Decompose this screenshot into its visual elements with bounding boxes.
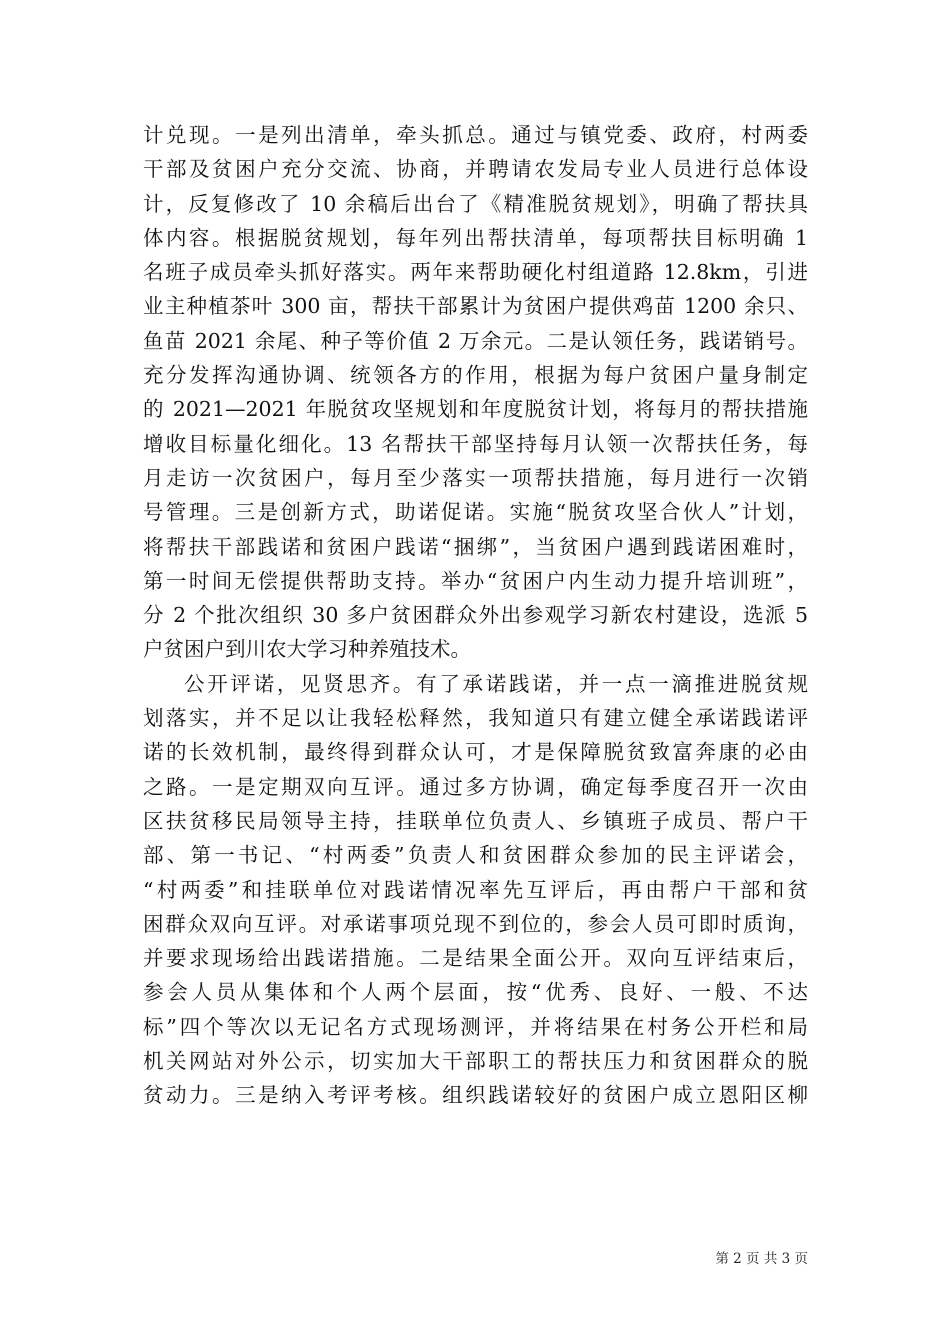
text-line: 公开评诺，见贤思齐。有了承诺践诺，并一点一滴推进脱贫规 (184, 671, 808, 696)
text-line: 月走访一次贫困户，每月至少落实一项帮扶措施，每月进行一次销 (143, 465, 808, 490)
text-line: 划落实，并不足以让我轻松释然，我知道只有建立健全承诺践诺评 (143, 706, 808, 731)
text-line: 体内容。根据脱贫规划，每年列出帮扶清单，每项帮扶目标明确 1 (143, 225, 808, 250)
text-line: 户贫困户到川农大学习种养殖技术。 (143, 637, 471, 662)
text-line: 计兑现。一是列出清单，牵头抓总。通过与镇党委、政府，村两委 (143, 123, 808, 147)
text-line: 充分发挥沟通协调、统领各方的作用，根据为每户贫困户量身制定 (143, 363, 808, 388)
text-line: 计，反复修改了 10 余稿后出台了《精准脱贫规划》，明确了帮扶具 (143, 191, 808, 216)
document-body (143, 118, 808, 1113)
text-line: 第一时间无偿提供帮助支持。举办“贫困户内生动力提升培训班”， (143, 568, 808, 593)
text-line: 的 2021—2021 年脱贫攻坚规划和年度脱贫计划，将每月的帮扶措施 (143, 397, 808, 422)
text-line: 困群众双向互评。对承诺事项兑现不到位的，参会人员可即时质询， (143, 911, 808, 936)
text-line: 号管理。三是创新方式，助诺促诺。实施“脱贫攻坚合伙人”计划， (143, 500, 808, 525)
text-line: 区扶贫移民局领导主持，挂联单位负责人、乡镇班子成员、帮户干 (143, 808, 808, 833)
text-line: 贫动力。三是纳入考评考核。组织践诺较好的贫困户成立恩阳区柳 (143, 1083, 808, 1108)
text-line: 诺的长效机制，最终得到群众认可，才是保障脱贫致富奔康的必由 (143, 740, 808, 765)
text-line: 机关网站对外公示，切实加大干部职工的帮扶压力和贫困群众的脱 (143, 1049, 808, 1074)
text-line: 干部及贫困户充分交流、协商，并聘请农发局专业人员进行总体设 (143, 157, 808, 182)
text-line: 并要求现场给出践诺措施。二是结果全面公开。双向互评结束后， (143, 946, 808, 971)
text-line: “村两委”和挂联单位对践诺情况率先互评后，再由帮户干部和贫 (143, 877, 808, 902)
text-line: 鱼苗 2021 余尾、种子等价值 2 万余元。二是认领任务，践诺销号。 (143, 328, 808, 353)
text-line: 增收目标量化细化。13 名帮扶干部坚持每月认领一次帮扶任务，每 (143, 431, 808, 456)
text-line: 之路。一是定期双向互评。通过多方协调，确定每季度召开一次由 (143, 774, 808, 799)
text-line: 名班子成员牵头抓好落实。两年来帮助硬化村组道路 12.8km，引进 (143, 260, 808, 285)
page-number: 第 2 页 共 3 页 (715, 1251, 808, 1267)
text-line: 分 2 个批次组织 30 多户贫困群众外出参观学习新农村建设，选派 5 (143, 603, 808, 628)
text-line: 标”四个等次以无记名方式现场测评，并将结果在村务公开栏和局 (143, 1014, 808, 1039)
paragraph-2 (143, 667, 808, 1113)
text-line: 部、第一书记、“村两委”负责人和贫困群众参加的民主评诺会， (143, 843, 808, 868)
text-line: 参会人员从集体和个人两个层面，按“优秀、良好、一般、不达 (143, 980, 808, 1005)
paragraph-1 (143, 118, 808, 667)
text-line: 将帮扶干部践诺和贫困户践诺“捆绑”，当贫困户遇到践诺困难时， (143, 534, 808, 559)
text-line: 业主种植茶叶 300 亩，帮扶干部累计为贫困户提供鸡苗 1200 余只、 (143, 294, 808, 319)
